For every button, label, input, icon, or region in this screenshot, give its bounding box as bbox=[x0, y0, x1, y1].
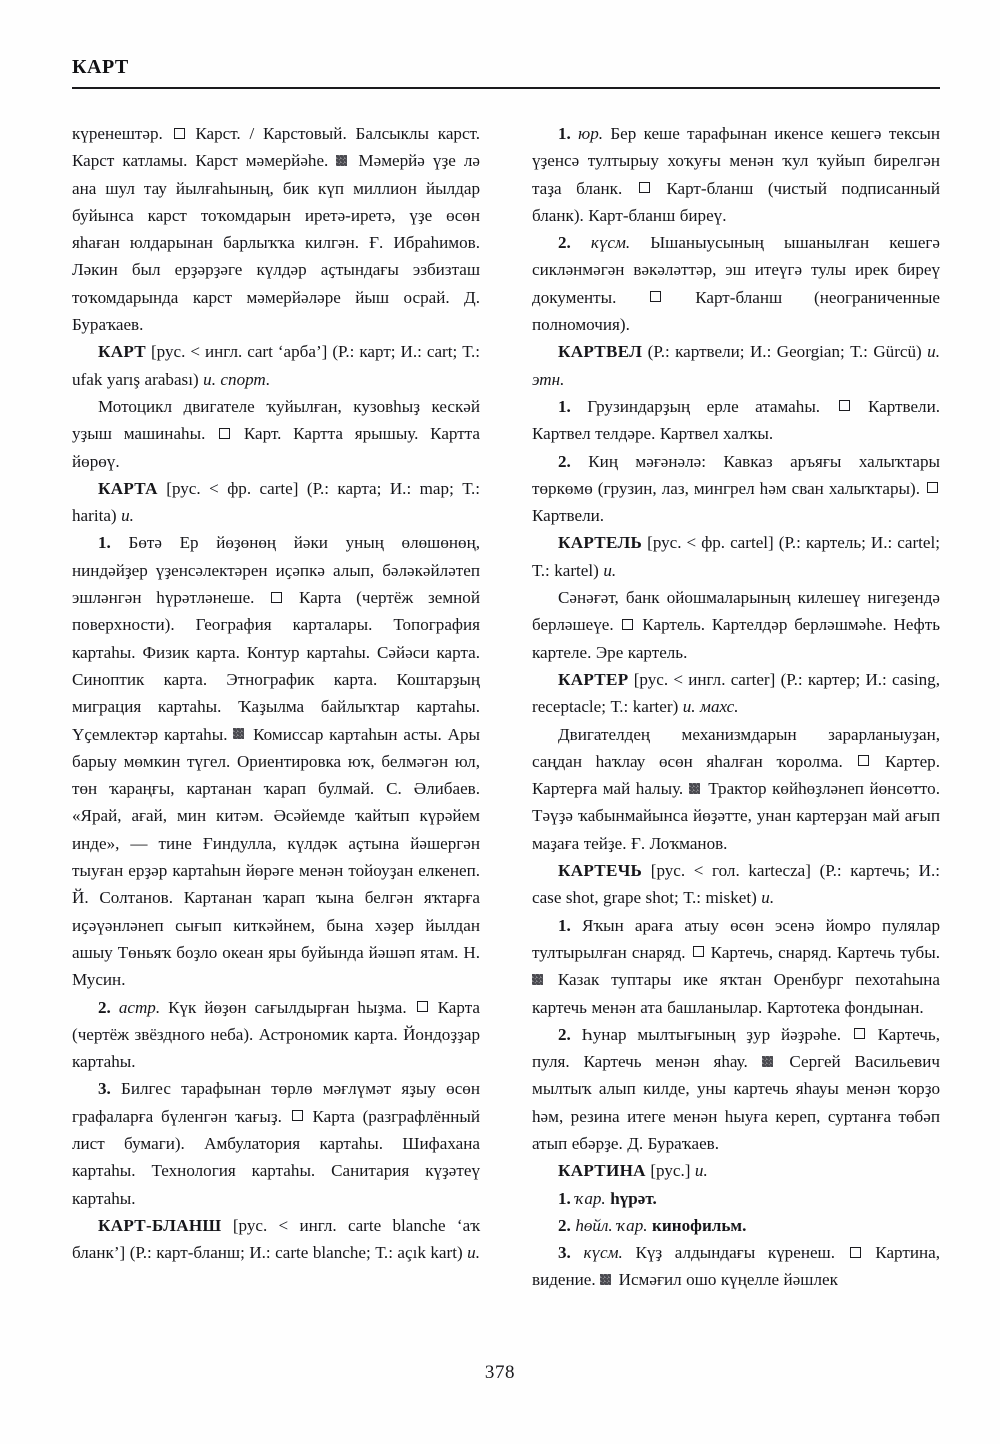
headword-kartel: КАРТЕЛЬ bbox=[558, 533, 643, 553]
entry-kartina bbox=[532, 1157, 940, 1184]
sense-number: 1. bbox=[558, 915, 571, 935]
sense-label: һөйл. ҡар. bbox=[575, 1215, 648, 1235]
sense-kartech-1 bbox=[532, 912, 940, 1021]
left-column bbox=[72, 120, 480, 1294]
sense-number: 1. bbox=[558, 124, 571, 143]
sense-kartvel-2 bbox=[532, 448, 940, 530]
grammar-kartina: и. bbox=[694, 1161, 708, 1181]
sense-label: күсм. bbox=[583, 1243, 623, 1263]
headword-kartvel: КАРТВЕЛ bbox=[558, 342, 643, 362]
sense-text: Бер кеше тарафынан икенсе кешегә тексын үҙенсә тултырыу хоҡуғы менән ҡул ҡуйып бирелгән таҙа бланк. Карт-бланш (чистый подписанный бланк). Карт-бланш биреү. bbox=[532, 124, 941, 225]
entry-kartech bbox=[532, 857, 940, 912]
page-number: 378 bbox=[484, 1362, 516, 1383]
equivalents-kartvel: (Р.: картвели; И.: Georgian; Т.: Gürcü) bbox=[647, 342, 922, 362]
sense-karta-1 bbox=[72, 529, 480, 993]
sense-text: Мотоцикл двигателе ҡуйылған, кузовһыҙ кескәй уҙыш машинаһы. Карт. Картта ярышыу. Картта йөрөү. bbox=[72, 396, 480, 471]
sense-kartina-3 bbox=[532, 1239, 940, 1294]
continuation-text: күренештәр. Карст. / Карстовый. Балсыклы карст. Карст катламы. Карст мәмерйәһе. Мәмерйә үҙе лә ана шул тау йылғаһының, бик күп миллион йылдар буйынса карст тоҡомдарын иретә-иретә, үҙе өсөн яһаған юлдарынан барлыҡҡа килгән. Ғ. Ибраһимов. Ләкин был ерҙәрҙәге күлдәр аҫтындағы эзбизташ тоҡомдарында карст мәмерйәләре йыш осрай. Д. Бураҡаев. bbox=[72, 124, 481, 335]
running-head: КАРТ bbox=[72, 56, 129, 78]
sense-number: 3. bbox=[558, 1243, 571, 1263]
headword-kart: КАРТ bbox=[98, 342, 146, 362]
sense-number: 1. bbox=[98, 533, 111, 553]
headword-kart-blansh: КАРТ-БЛАНШ bbox=[98, 1215, 222, 1235]
entry-kart bbox=[72, 338, 480, 393]
equivalents-karter: (Р.: картер; И.: casing, receptacle; Т.: karter) bbox=[532, 669, 940, 717]
sense-text: Ышаныусының ышанылған кешегә сикләнмәгән вәкәләттәр, эш итеүгә тулы ирек биреү документы. Карт-бланш (неограниченные полномочия). bbox=[532, 233, 941, 335]
translation-marker-icon bbox=[174, 128, 185, 139]
sense-number: 2. bbox=[98, 997, 111, 1017]
sense-text: Грузиндарҙың ерле атамаһы. Картвели. Картвел телдәре. Картвел халҡы. bbox=[532, 396, 941, 444]
citation-marker-icon bbox=[689, 783, 700, 794]
translation-marker-icon bbox=[417, 1001, 428, 1012]
equivalents-karta: (Р.: карта; И.: map; Т.: harita) bbox=[72, 478, 481, 526]
sense-kartvel-1 bbox=[532, 393, 940, 448]
translation-marker-icon bbox=[622, 619, 633, 630]
translation-marker-icon bbox=[650, 291, 661, 302]
sense-text: Күҙ алдындағы күренеш. Картина, видение. Исмәғил ошо күңелле йәшлек bbox=[532, 1243, 940, 1290]
translation-marker-icon bbox=[271, 592, 282, 603]
grammar-kartel: и. bbox=[603, 560, 617, 580]
sense-label: күсм. bbox=[590, 233, 631, 253]
equivalents-kart-blansh: (Р.: карт-бланш; И.: carte blanche; Т.: açık kart) bbox=[129, 1243, 463, 1263]
etymology-karter: [рус. < ингл. carter] bbox=[633, 669, 776, 689]
sense-text: Киң мәғәнәлә: Кавказ аръяғы халыҡтары төркөмө (грузин, лаз, мингрел һәм сван халыҡтары). Картвели. bbox=[532, 451, 940, 526]
sense-number: 2. bbox=[558, 233, 571, 253]
grammar-karta: и. bbox=[121, 506, 134, 526]
headword-kartina: КАРТИНА bbox=[558, 1161, 646, 1181]
headword-kartech: КАРТЕЧЬ bbox=[558, 861, 643, 881]
grammar-kartech: и. bbox=[761, 888, 775, 908]
sense-kartina-2 bbox=[532, 1212, 940, 1239]
sense-kartina-1 bbox=[532, 1185, 940, 1212]
etymology-karta: [рус. < фр. carte] bbox=[166, 478, 299, 498]
sense-kart bbox=[72, 393, 480, 475]
sense-text: Һунар мылтығының ҙур йәҙрәһе. Картечь, пуля. Картечь менән яһау. Сергей Васильевич мылтыҡ алып килде, уны картечь яһауы менән ҡорҙо һәм, резина итеге менән һыуға кереп, суртанға төбәп атып ебәрҙе. Д. Бураҡаев. bbox=[532, 1024, 940, 1153]
sense-text: кинофильм. bbox=[652, 1215, 747, 1235]
entry-kartel bbox=[532, 529, 940, 584]
sense-number: 2. bbox=[558, 1024, 571, 1044]
translation-marker-icon bbox=[858, 755, 869, 766]
header-rule bbox=[72, 87, 940, 89]
sense-kartel bbox=[532, 584, 940, 666]
entry-kartvel bbox=[532, 338, 940, 393]
sense-text: Күк йөҙөн сағылдырған һыҙма. Карта (чертёж звёздного неба). Астрономик карта. Йондоҙҙар картаһы. bbox=[72, 997, 480, 1072]
equivalents-kartech: (Р.: картечь; И.: case shot, grape shot; Т.: misket) bbox=[532, 861, 940, 908]
translation-marker-icon bbox=[693, 946, 704, 957]
sense-text: һүрәт. bbox=[610, 1188, 657, 1208]
citation-marker-icon bbox=[233, 728, 244, 739]
citation-marker-icon bbox=[532, 974, 543, 985]
translation-marker-icon bbox=[850, 1247, 861, 1258]
sense-number: 2. bbox=[558, 1215, 571, 1235]
sense-karter bbox=[532, 721, 940, 857]
sense-label: ҡар. bbox=[575, 1188, 606, 1208]
translation-marker-icon bbox=[292, 1110, 303, 1121]
translation-marker-icon bbox=[639, 182, 650, 193]
sense-number: 2. bbox=[558, 451, 571, 471]
etymology-kart-blansh: [рус. < ингл. carte blanche ‘аҡ бланк’] bbox=[72, 1215, 480, 1263]
sense-number: 1. bbox=[558, 396, 571, 416]
citation-marker-icon bbox=[600, 1274, 611, 1285]
citation-marker-icon bbox=[762, 1056, 773, 1067]
sense-kart-blansh-2 bbox=[532, 229, 940, 338]
sense-number: 1. bbox=[558, 1188, 571, 1208]
sense-number: 3. bbox=[98, 1079, 111, 1099]
translation-marker-icon bbox=[854, 1028, 865, 1039]
sense-text: Бөтә Ер йөҙөнөң йәки уның өлөшөнөң, ниндәйҙер үҙенсәлектәрен иҫәпкә алып, бәләкәйләтеп эшләнгән һүрәтләнеше. Карта (чертёж земной поверхности). География карталары. Топография картаһы. Физик карта. Контур картаһы. Сәйәси карта. Синоптик карта. Этнографик карта. Коштарҙың миграция картаһы. Ҡаҙылма байлыҡтар картаһы. Үҫемлектәр картаһы. Комиссар картаһын асты. Ары барыу мөмкин түгел. Ориентировка юҡ, белмәгән юл, төн ҡараңғы, картанан ҡарап булмай. С. Әлибаев. «Ярай, ағай, мин китәм. Әсәйемде ҡайтып күрәйем инде», — тине Ғиндулла, күлдәк аҫтына йәшергән тыуған ерҙәр картаһын йөрәге менән тойоуҙан елкенеп. Й. Солтанов. Картанан ҡарап ҡына белгән яҡтарға иҫәүәнләнеп сығып киткәйнем, бына хәҙер йылдан ашыу Төньяҡ боҙло океан яры буйында йәшәп ятам. Н. Мусин. bbox=[72, 533, 481, 990]
sense-karta-3 bbox=[72, 1075, 480, 1211]
citation-marker-icon bbox=[336, 155, 347, 166]
etymology-kartel: [рус. < фр. cartel] bbox=[647, 533, 774, 553]
page-header bbox=[72, 56, 940, 89]
sense-karta-2 bbox=[72, 994, 480, 1076]
etymology-kartina: [рус.] bbox=[650, 1161, 691, 1181]
grammar-karter: и. махс. bbox=[682, 697, 739, 717]
headword-karter: КАРТЕР bbox=[558, 669, 629, 689]
grammar-kart: и. спорт. bbox=[203, 369, 271, 389]
translation-marker-icon bbox=[927, 482, 938, 493]
sense-text: Сәнәғәт, банк ойошмаларының килешеү нигеҙендә берләшеүе. Картель. Картелдәр берләшмәһе. Нефть картеле. Эре картель. bbox=[532, 588, 940, 662]
text-columns bbox=[72, 120, 940, 1294]
entry-karta bbox=[72, 475, 480, 530]
sense-kartech-2 bbox=[532, 1021, 940, 1157]
sense-kart-blansh-1 bbox=[532, 120, 940, 229]
equivalents-kart: (Р.: карт; И.: cart; Т.: ufak yarış arabası) bbox=[72, 342, 480, 389]
entry-kart-blansh bbox=[72, 1212, 480, 1267]
translation-marker-icon bbox=[839, 400, 850, 411]
grammar-kart-blansh: и. bbox=[467, 1243, 480, 1263]
sense-text: Билгес тарафынан төрлө мәғлүмәт яҙыу өсөн графаларға бүленгән ҡағыҙ. Карта (разграфлённый лист бумаги). Амбулатория картаһы. Шифахана картаһы. Технология картаһы. Санитария күҙәтеү картаһы. bbox=[72, 1079, 480, 1208]
etymology-kartech: [рус. < гол. kartecza] bbox=[650, 861, 811, 881]
entry-continuation-karst bbox=[72, 120, 480, 338]
headword-karta: КАРТА bbox=[98, 478, 158, 498]
entry-karter bbox=[532, 666, 940, 721]
sense-label: юр. bbox=[578, 124, 604, 143]
sense-label: астр. bbox=[118, 997, 161, 1017]
right-column bbox=[532, 120, 940, 1294]
grammar-kartvel: и. этн. bbox=[532, 342, 940, 389]
sense-text: Яҡын араға атыу өсөн эсенә йомро пулялар тултырылған снаряд. Картечь, снаряд. Картечь тубы. Казак туптары ике яҡтан Оренбург пехотаһына картечь менән ата башланылар. Картотека фондынан. bbox=[532, 915, 941, 1017]
equivalents-kartel: (Р.: картель; И.: cartel; Т.: kartel) bbox=[532, 533, 940, 580]
translation-marker-icon bbox=[219, 428, 230, 439]
etymology-kart: [рус. < ингл. cart ‘арба’] bbox=[150, 342, 328, 362]
sense-text: Двигателдең механизмдарын зарарланыуҙан, саңдан һаҡлау өсөн яһалған ҡоролма. Картер. Картерға май һалыу. Трактор көйһөҙләнеп йөнсөтто. Тәүҙә ҡабынмайынса йөҙәтте, унан картерҙан май ағып маҙаға тейҙе. Ғ. Лоҡманов. bbox=[532, 724, 940, 853]
